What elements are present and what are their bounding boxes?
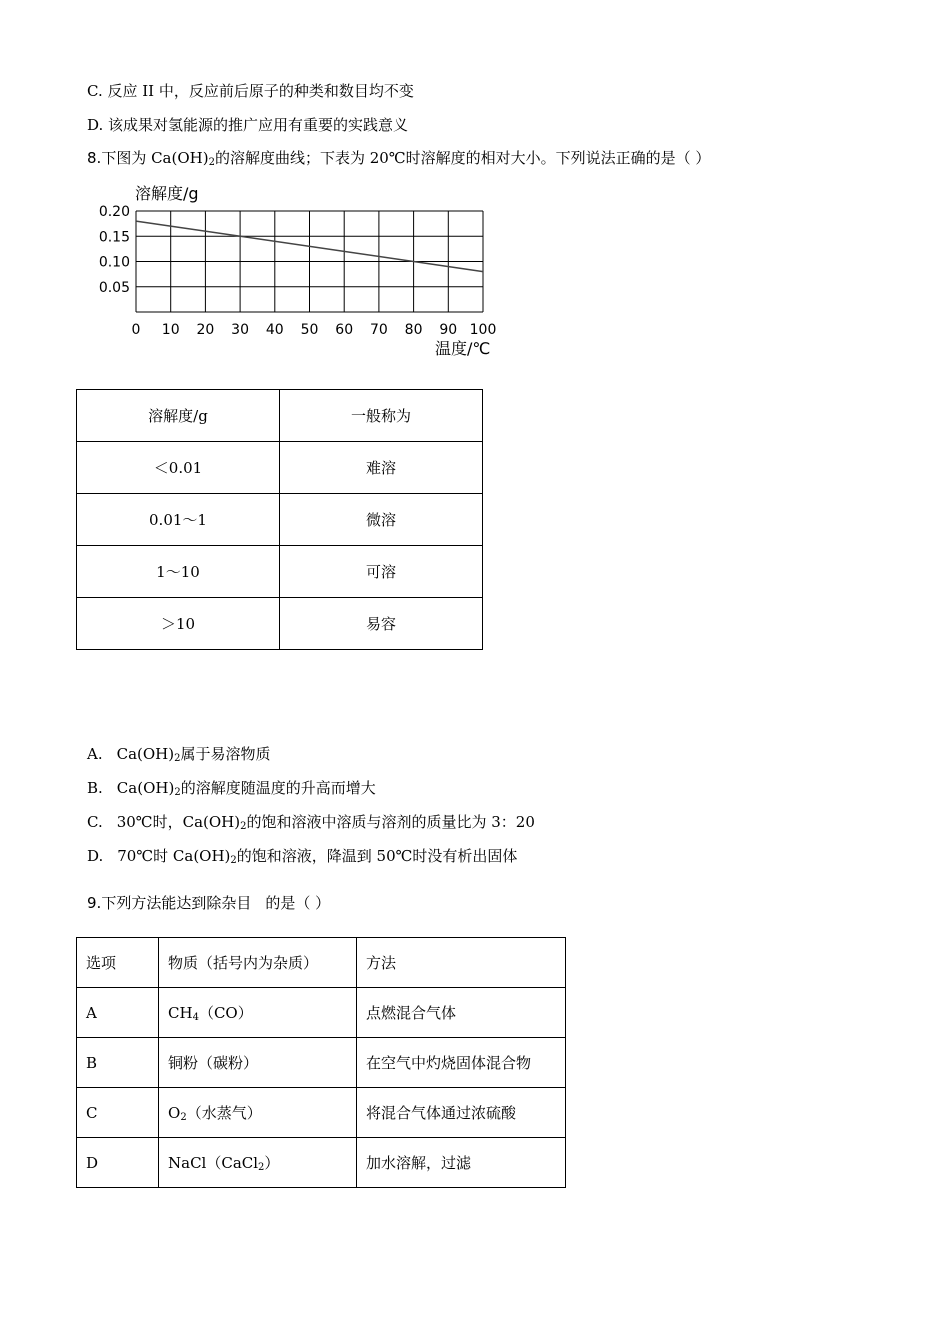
option-text: Ca(OH) xyxy=(116,745,175,763)
header-term: 一般称为 xyxy=(280,390,483,442)
option-label: A. xyxy=(87,745,103,763)
table-header-row xyxy=(77,938,566,988)
x-tick-label: 50 xyxy=(300,322,319,338)
question-8-stem xyxy=(87,148,710,173)
table-row xyxy=(77,988,566,1038)
y-tick-label: 0.20 xyxy=(98,204,130,220)
table-row xyxy=(77,494,483,546)
table-cell: 铜粉（碳粉） xyxy=(159,1038,357,1088)
x-tick-label: 100 xyxy=(469,322,497,338)
table-row xyxy=(77,442,483,494)
q8-option-b xyxy=(87,778,376,803)
table-row xyxy=(77,598,483,650)
solubility-table xyxy=(76,389,483,650)
x-tick-label: 30 xyxy=(231,322,250,338)
q8-option-d xyxy=(87,846,517,871)
option-text: Ca(OH) xyxy=(116,779,175,797)
header-method: 方法 xyxy=(357,938,566,988)
x-tick-label: 60 xyxy=(335,322,354,338)
table-cell: B xyxy=(77,1038,159,1088)
table-row xyxy=(77,1138,566,1188)
table-cell: 将混合气体通过浓硫酸 xyxy=(357,1088,566,1138)
chart-grid xyxy=(136,211,483,312)
table-cell: 微溶 xyxy=(280,494,483,546)
table-cell: C xyxy=(77,1088,159,1138)
x-tick-label: 70 xyxy=(369,322,388,338)
chart-xlabel: 温度/℃ xyxy=(435,339,491,358)
option-sub: 2 xyxy=(240,821,247,832)
q8-stem-part-b: 的溶解度曲线；下表为 20℃时溶解度的相对大小。下列说法正确的是（ ） xyxy=(214,149,711,167)
table-cell: 加水溶解，过滤 xyxy=(357,1138,566,1188)
q8-stem-part-a: .下图为 Ca(OH) xyxy=(96,149,209,167)
option-d-prev: D. 该成果对氢能源的推广应用有重要的实践意义 xyxy=(87,116,409,134)
table-cell: ＜0.01 xyxy=(77,442,280,494)
option-label: D. xyxy=(87,847,104,865)
question-9-stem xyxy=(87,893,330,913)
header-option: 选项 xyxy=(77,938,159,988)
option-text: 30℃时，Ca(OH) xyxy=(116,813,241,831)
chart-ylabel: 溶解度/g xyxy=(135,184,199,203)
question-9-number: 9 xyxy=(87,894,97,912)
option-sub: 2 xyxy=(230,855,237,866)
table-cell: ＞10 xyxy=(77,598,280,650)
table-header-row xyxy=(77,390,483,442)
table-row xyxy=(77,546,483,598)
solubility-chart xyxy=(95,180,505,360)
x-tick-label: 90 xyxy=(439,322,458,338)
q8-stem-sub: 2 xyxy=(208,157,215,168)
header-substance: 物质（括号内为杂质） xyxy=(159,938,357,988)
q8-option-c xyxy=(87,812,535,837)
y-tick-label: 0.15 xyxy=(98,229,130,246)
x-tick-label: 0 xyxy=(131,322,141,338)
x-tick-label: 20 xyxy=(196,322,215,338)
q8-option-a xyxy=(87,744,271,769)
table-cell: D xyxy=(77,1138,159,1188)
table-cell: 在空气中灼烧固体混合物 xyxy=(357,1038,566,1088)
option-label: B. xyxy=(87,779,103,797)
option-text: 的饱和溶液中溶质与溶剂的质量比为 3：20 xyxy=(246,813,535,831)
option-c-prev: C. 反应 II 中，反应前后原子的种类和数目均不变 xyxy=(87,82,414,100)
table-cell: A xyxy=(77,988,159,1038)
option-text: 的溶解度随温度的升高而增大 xyxy=(180,779,376,797)
x-tick-label: 10 xyxy=(161,322,180,338)
option-text: 70℃时 Ca(OH) xyxy=(117,847,231,865)
header-solubility: 溶解度/g xyxy=(77,390,280,442)
table-cell: NaCl（CaCl$_2$） xyxy=(159,1138,357,1188)
table-cell: 1～10 xyxy=(77,546,280,598)
x-tick-label: 40 xyxy=(265,322,284,338)
y-tick-label: 0.05 xyxy=(98,279,130,296)
table-row xyxy=(77,1088,566,1138)
impurity-table xyxy=(76,937,566,1188)
question-8-number: 8 xyxy=(87,149,97,167)
option-text: 的饱和溶液，降温到 50℃时没有析出固体 xyxy=(236,847,518,865)
option-text: 属于易溶物质 xyxy=(180,745,271,763)
table-cell: $CH_4(CO)$ xyxy=(159,988,357,1038)
table-cell: 易容 xyxy=(280,598,483,650)
table-cell: 0.01～1 xyxy=(77,494,280,546)
option-label: C. xyxy=(87,813,103,831)
q9-stem-part-a: .下列方法能达到除杂目 xyxy=(96,894,252,912)
table-cell: 点燃混合气体 xyxy=(357,988,566,1038)
table-cell: 难溶 xyxy=(280,442,483,494)
option-sub: 2 xyxy=(174,753,181,764)
y-tick-label: 0.10 xyxy=(98,254,130,271)
table-cell: 可溶 xyxy=(280,546,483,598)
table-cell: $O_2$（水蒸气） xyxy=(159,1088,357,1138)
option-sub: 2 xyxy=(174,787,181,798)
q9-stem-part-b: 的是（ ） xyxy=(265,894,331,912)
x-tick-label: 80 xyxy=(404,322,423,338)
table-row xyxy=(77,1038,566,1088)
